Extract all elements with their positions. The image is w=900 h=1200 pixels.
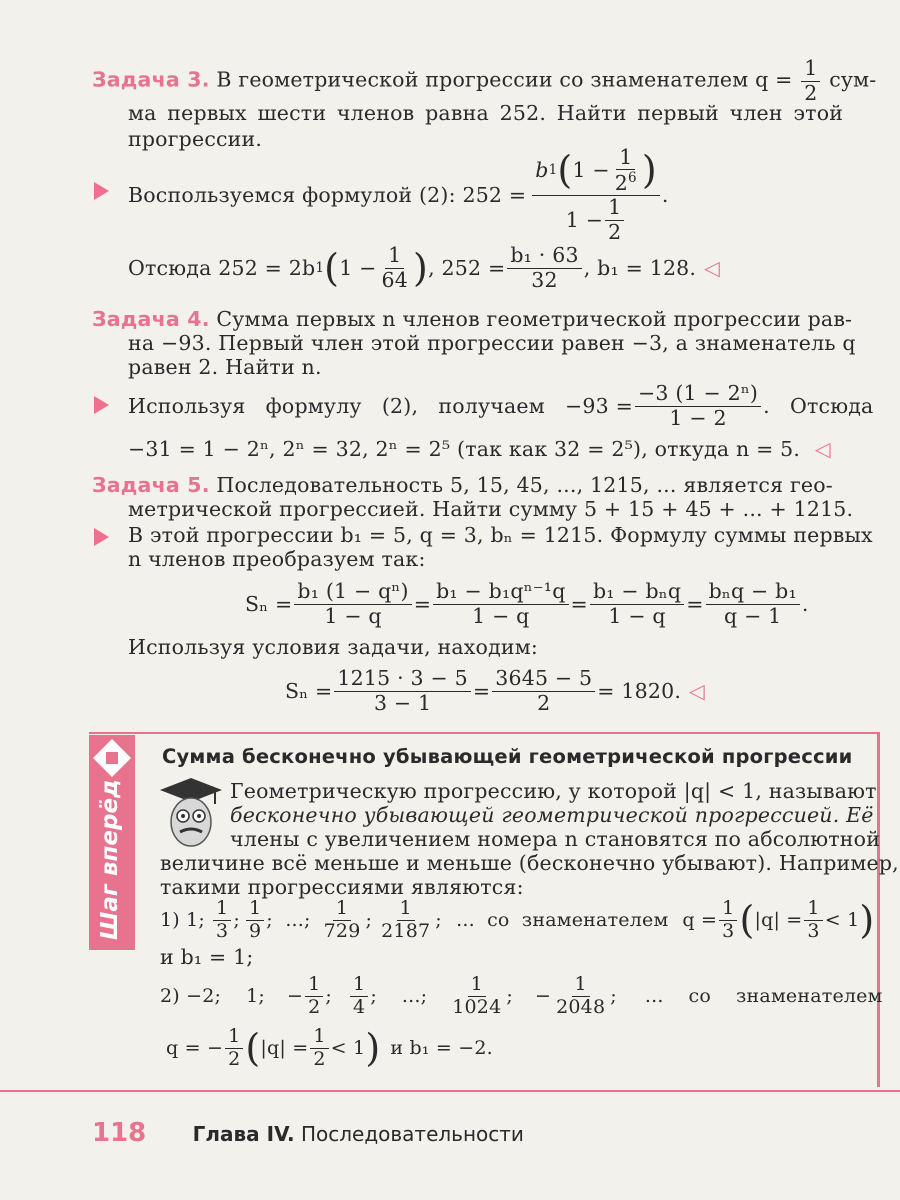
num: 1	[572, 975, 590, 997]
ex1-absfrac	[804, 896, 822, 942]
sub: 1	[315, 260, 325, 276]
task5-solution2: n членов преобразуем так:	[128, 547, 426, 571]
num: 1215 · 3 − 5	[334, 668, 470, 692]
box-example2	[160, 972, 883, 1020]
eq: =	[686, 592, 704, 616]
den: 1 − q	[472, 603, 530, 628]
sol1-fraction	[635, 380, 761, 430]
num: 1	[246, 899, 264, 921]
sub: 1	[548, 162, 558, 179]
num: 1	[350, 975, 368, 997]
sep: ;	[365, 909, 373, 931]
den: 9	[248, 919, 262, 942]
num: 1	[225, 1027, 243, 1049]
sep: ;	[506, 985, 513, 1007]
task4-line3: равен 2. Найти n.	[128, 355, 322, 379]
den: 1 − q	[324, 603, 382, 628]
task5-label: Задача 5.	[92, 473, 210, 497]
ex2-q: q = −	[166, 1037, 224, 1059]
box-p2: бесконечно убывающей геометрической прогрессией. Её	[230, 803, 874, 827]
task5-result	[285, 664, 705, 718]
solution-marker-icon	[94, 396, 109, 414]
ex2-f1	[305, 972, 323, 1018]
box-title: Сумма бесконечно убывающей геометрической прогрессии	[162, 745, 853, 768]
box-example1	[160, 896, 874, 944]
ex2-end: и b₁ = −2.	[390, 1037, 493, 1059]
num: 1	[719, 899, 737, 921]
den: 1 − q	[608, 603, 666, 628]
paren-close: )	[413, 246, 429, 290]
den: 64	[381, 267, 409, 292]
den: 2	[308, 995, 321, 1018]
step-ahead-label: Шаг вперёд	[97, 779, 123, 940]
box-p3: члены с увеличением номера n становятся по абсолютной	[230, 827, 881, 851]
chapter-title: Последовательности	[300, 1122, 524, 1146]
ex2-f4	[553, 972, 608, 1018]
sol2-frac2	[507, 242, 581, 292]
sol1-denominator	[563, 196, 630, 243]
task5-line2: метрической прогрессией. Найти сумму 5 + 15 + 45 + ... + 1215.	[128, 497, 854, 521]
den: 1 − 2	[669, 405, 727, 430]
end-solution-icon: ◁	[689, 679, 705, 703]
task5-solution3: Используя условия задачи, находим:	[128, 635, 539, 659]
num: −3 (1 − 2ⁿ)	[635, 383, 761, 407]
period: .	[661, 183, 669, 207]
task4-solution2	[128, 436, 831, 462]
diamond-icon	[89, 735, 135, 781]
ex2-qfrac	[225, 1024, 243, 1070]
professor-icon	[158, 776, 224, 850]
paren-open: (	[739, 898, 755, 942]
sep: ; ...;	[266, 909, 311, 931]
num: 1	[385, 245, 404, 269]
task4-label: Задача 4.	[92, 307, 210, 331]
den: 2	[313, 1047, 326, 1070]
end-solution-icon: ◁	[704, 256, 721, 280]
num: 1	[801, 58, 820, 82]
sep: ;	[233, 909, 240, 931]
den: 4	[353, 995, 366, 1018]
formula-frac2	[433, 578, 568, 628]
num: 1	[310, 1027, 328, 1049]
ex2-f3	[449, 972, 504, 1018]
num: 1	[468, 975, 486, 997]
ex1-f4	[378, 896, 433, 942]
result-frac1	[334, 665, 470, 715]
task3-line2: ма первых шести членов равна 252. Найти первый член этой	[128, 101, 844, 125]
task3-text1-end: сум-	[829, 67, 877, 92]
task5-line1	[92, 472, 833, 498]
den: 2	[537, 690, 551, 715]
end-solution-icon: ◁	[814, 437, 831, 461]
chapter-label: Глава IV.	[192, 1122, 295, 1146]
page-footer	[92, 1118, 524, 1148]
sol2-a: Отсюда 252 = 2b	[128, 256, 316, 280]
num: 1	[605, 197, 624, 221]
den: 729	[323, 919, 361, 942]
formula-frac4	[706, 578, 800, 628]
den: 2048	[556, 995, 606, 1018]
task4-line1	[92, 306, 852, 332]
sol1-numerator	[532, 144, 660, 197]
num: 1	[213, 899, 231, 921]
formula-frac1	[294, 578, 411, 628]
result-frac2	[492, 665, 595, 715]
ex2-abs: |q| =	[260, 1037, 309, 1059]
step-ahead-label-area	[89, 779, 135, 1140]
den: 3	[807, 919, 820, 942]
one-minus: 1 −	[572, 157, 610, 182]
task3-q-fraction	[801, 58, 820, 104]
num: b₁ − bₙq	[590, 581, 684, 605]
den-fraction	[605, 197, 624, 243]
sol2-d: , 252 =	[428, 256, 506, 280]
sol1-end: . Отсюда	[763, 394, 874, 418]
box-p5: такими прогрессиями являются:	[160, 875, 524, 899]
den: 1024	[452, 995, 502, 1018]
sol2-text: −31 = 1 − 2ⁿ, 2ⁿ = 32, 2ⁿ = 2⁵ (так как 32 = 2⁵), откуда n = 5.	[128, 437, 801, 461]
ex2-lt: < 1	[330, 1037, 366, 1059]
den-base: 2	[614, 170, 629, 195]
task5-text1: Последовательность 5, 15, 45, ..., 1215, ... является гео-	[216, 473, 833, 497]
num: 3645 − 5	[492, 668, 595, 692]
den: 2	[608, 219, 622, 244]
num: bₙq − b₁	[706, 581, 800, 605]
den-exp: 6	[628, 170, 637, 187]
task3-line3: прогрессии.	[128, 127, 263, 151]
num: b₁ · 63	[507, 245, 581, 269]
inner-fraction	[612, 144, 640, 195]
ex1-f3	[321, 896, 364, 942]
den: 2	[804, 80, 818, 105]
solution-marker-icon	[94, 182, 109, 200]
task3-text1: В геометрической прогрессии со знаменателем q =	[216, 67, 793, 92]
den: 3 − 1	[373, 690, 432, 715]
ex2-a: 2) −2; 1;	[160, 985, 265, 1007]
paren-open: (	[557, 148, 573, 193]
sol2-frac1	[379, 242, 412, 292]
task4-solution1	[128, 380, 874, 430]
paren-close: )	[641, 148, 657, 193]
box-p4: величине всё меньше и меньше (бесконечно убывают). Например,	[160, 851, 899, 875]
den: q − 1	[724, 603, 782, 628]
task5-solution1: В этой прогрессии b₁ = 5, q = 3, bₙ = 1215. Формулу суммы первых	[128, 523, 873, 547]
ex2-b: ... со знаменателем	[644, 985, 883, 1007]
box-p1: Геометрическую прогрессию, у которой |q| < 1, называют	[230, 779, 877, 803]
den: 3	[722, 919, 735, 942]
ex1-lt: < 1	[824, 909, 860, 931]
task3-solution1	[128, 144, 669, 244]
sol1-text: Воспользуемся формулой (2): 252 =	[128, 183, 527, 207]
paren-open: (	[324, 246, 340, 290]
num: 1	[616, 147, 635, 171]
paren-close: )	[859, 898, 875, 942]
minus: −	[534, 985, 552, 1007]
ex1-a: 1) 1;	[160, 909, 206, 931]
period: .	[801, 592, 809, 616]
ex2-absfrac	[310, 1024, 328, 1070]
minus: −	[287, 985, 304, 1007]
solution-marker-icon	[94, 528, 109, 546]
box-example1-line2: и b₁ = 1;	[160, 945, 254, 969]
ex1-qfrac	[719, 896, 737, 942]
num: 1	[804, 899, 822, 921]
sol1-fraction	[532, 144, 660, 244]
paren-close: )	[365, 1026, 381, 1070]
task3-label: Задача 3.	[92, 67, 210, 92]
ex1-abs: |q| =	[754, 909, 803, 931]
den: 2187	[381, 919, 431, 942]
ex2-f2	[350, 972, 368, 1018]
task4-line2: на −93. Первый член этой прогрессии равен −3, а знаменатель q	[128, 331, 856, 355]
box-right-border	[877, 732, 880, 1087]
sep: ; ...;	[370, 985, 428, 1007]
s-n: Sₙ =	[285, 679, 333, 703]
formula-frac3	[590, 578, 684, 628]
sol1-text: Используя формулу (2), получаем −93 =	[128, 394, 633, 418]
num: b₁ (1 − qⁿ)	[294, 581, 411, 605]
ex1-f2	[246, 896, 264, 942]
bottom-rule	[0, 1090, 900, 1092]
s-n: Sₙ =	[245, 592, 293, 616]
sol2-b: 1 −	[339, 256, 377, 280]
sol2-f: , b₁ = 128.	[583, 256, 697, 280]
eq: =	[472, 679, 491, 703]
ex1-b: ... со знаменателем	[456, 909, 669, 931]
eq: =	[570, 592, 588, 616]
den	[612, 170, 640, 194]
one-minus: 1 −	[565, 207, 604, 232]
den: 3	[216, 919, 229, 942]
num: 1	[333, 899, 351, 921]
num: b₁ − b₁qⁿ⁻¹q	[433, 581, 568, 605]
sep: ;	[435, 909, 449, 931]
den: 2	[228, 1047, 241, 1070]
task5-formula	[245, 576, 809, 632]
num: 1	[397, 899, 415, 921]
task4-text1: Сумма первых n членов геометрической прогрессии рав-	[216, 307, 853, 331]
paren-open: (	[245, 1026, 261, 1070]
sep: ;	[325, 985, 333, 1007]
sep: ;	[610, 985, 617, 1007]
eq: =	[413, 592, 432, 616]
b: b	[535, 157, 549, 182]
page-number: 118	[92, 1118, 147, 1148]
box-example2-line2	[166, 1022, 493, 1074]
den: 32	[531, 267, 558, 292]
ex1-q: q =	[682, 909, 718, 931]
task3-solution2	[128, 240, 720, 296]
num: 1	[305, 975, 323, 997]
task3-line1	[92, 58, 876, 104]
ex1-f1	[213, 896, 231, 942]
result-end: = 1820.	[597, 679, 682, 703]
